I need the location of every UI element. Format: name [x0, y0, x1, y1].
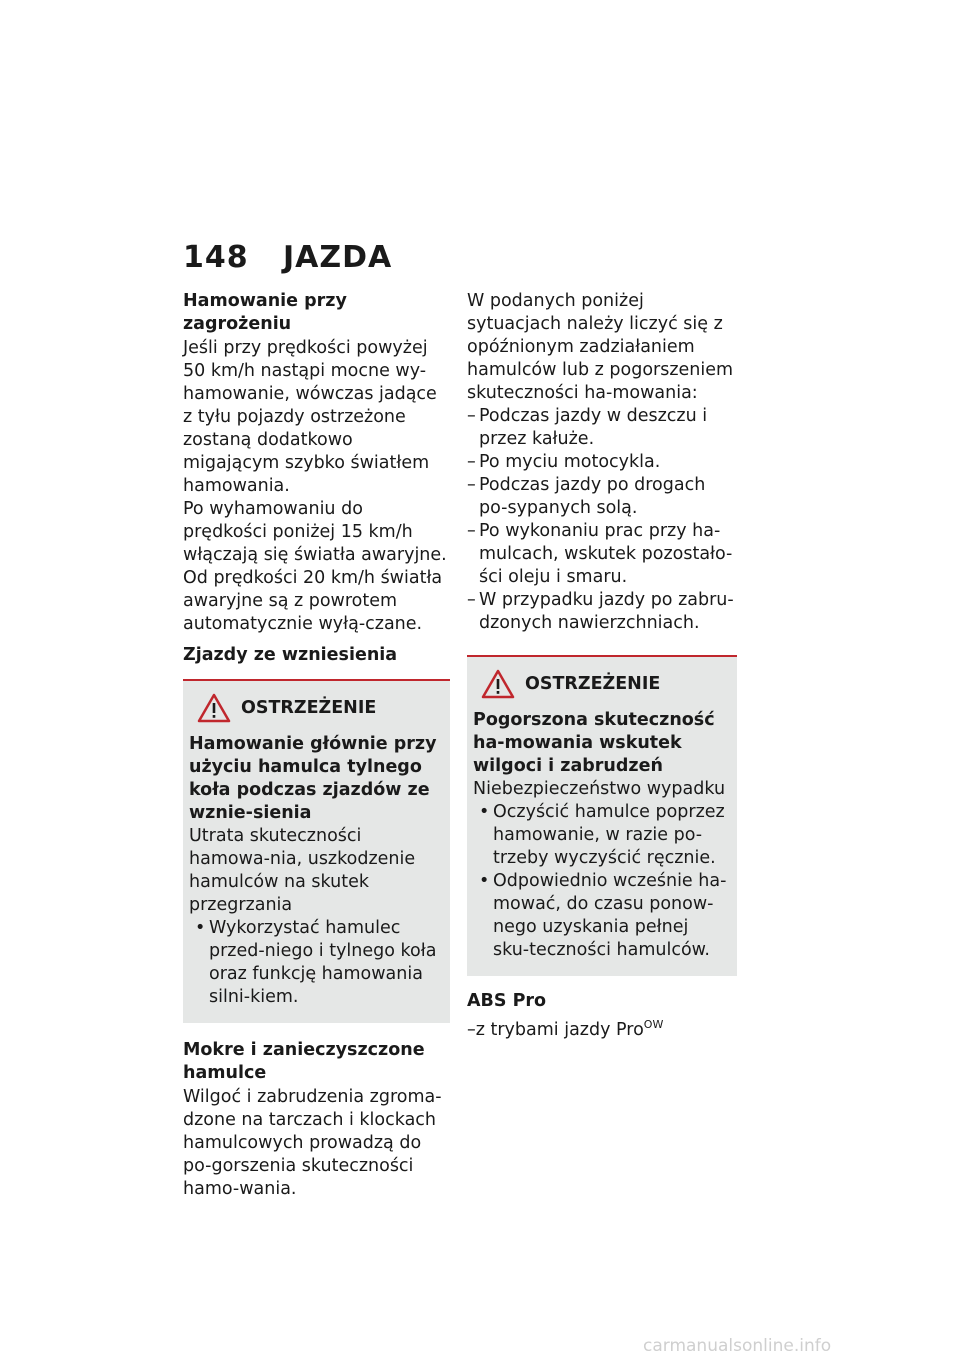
warning-header: [197, 693, 440, 723]
page-header: [183, 240, 392, 275]
page-number: 148: [183, 240, 249, 275]
warning-subject: Hamowanie głównie przy użyciu hamulca tylnego koła podczas zjazdów ze wznie-sienia: [189, 734, 437, 823]
list-item: – W przypadku jazdy po zabru-dzonych nawierzchniach.: [467, 589, 737, 635]
paragraph-situations-intro: W podanych poniżej sytuacjach należy liczyć się z opóźnionym zadziałaniem hamulców lub z pogorszeniem skuteczności ha-mowania:: [467, 291, 734, 403]
list-item: • Wykorzystać hamulec przed-niego i tylnego koła oraz funkcję hamowania silni-kiem.: [189, 917, 440, 1009]
abs-pro-text: z trybami jazdy Pro: [475, 1019, 644, 1040]
warning-triangle-icon: [481, 669, 515, 699]
heading-emergency-braking: Hamowanie przy zagrożeniu: [183, 291, 347, 334]
list-item: – Podczas jazdy w deszczu i przez kałuże.: [467, 405, 737, 451]
list-item: – Podczas jazdy po drogach po-sypanych solą.: [467, 474, 737, 520]
warning-box-downhill: [183, 679, 450, 1023]
heading-downhill: Zjazdy ze wzniesienia: [183, 645, 398, 665]
paragraph-hazard-lights: Po wyhamowaniu do prędkości poniżej 15 km/h włączają się światła awaryjne. Od prędkości 20 km/h światła awaryjne są z powrotem automatycznie wyłą-czane.: [183, 499, 447, 634]
abs-pro-sup: OW: [643, 1018, 664, 1031]
list-item: – Po wykonaniu prac przy ha-mulcach, wskutek pozostało-ści oleju i smaru.: [467, 520, 737, 589]
warning-triangle-icon: [197, 693, 231, 723]
heading-abs-pro: ABS Pro: [467, 991, 547, 1011]
warning-actions: [189, 917, 440, 1009]
heading-wet-brakes: Mokre i zanieczyszczone hamulce: [183, 1040, 425, 1083]
right-column: [467, 290, 737, 1042]
list-item: • Odpowiednio wcześnie ha-mować, do czasu ponow-nego uzyskania pełnej sku-teczności hamulców.: [473, 870, 727, 962]
situations-list: [467, 405, 737, 635]
warning-header: [481, 669, 727, 699]
warning-actions: [473, 801, 727, 962]
warning-title: OSTRZEŻENIE: [241, 697, 377, 718]
watermark-footer: carmanualsonline.info: [643, 1336, 832, 1356]
warning-subject: Pogorszona skuteczność ha-mowania wskutek wilgoci i zabrudzeń: [473, 710, 715, 776]
list-item: • Oczyścić hamulce poprzez hamowanie, w razie po-trzeby wyczyścić ręcznie.: [473, 801, 727, 870]
warning-title: OSTRZEŻENIE: [525, 673, 661, 694]
paragraph-wet-brakes: Wilgoć i zabrudzenia zgroma-dzone na tarczach i klockach hamulcowych prowadzą do po-gorszenia skuteczności hamo-wania.: [183, 1087, 442, 1199]
left-column: [183, 290, 450, 1201]
abs-pro-note: –z trybami jazdy Pro$^{OW}$: [467, 1018, 664, 1040]
list-item: – Po myciu motocykla.: [467, 451, 737, 474]
warning-box-wet: [467, 655, 737, 976]
warning-consequence: Utrata skuteczności hamowa-nia, uszkodzenie hamulców na skutek przegrzania: [189, 826, 416, 915]
warning-consequence: Niebezpieczeństwo wypadku: [473, 779, 726, 799]
paragraph-brake-light: Jeśli przy prędkości powyżej 50 km/h nastąpi mocne wy-hamowanie, wówczas jadące z tyłu pojazdy ostrzeżone zostaną dodatkowo migającym szybko światłem hamowania.: [183, 338, 437, 496]
section-title: JAZDA: [283, 240, 393, 275]
